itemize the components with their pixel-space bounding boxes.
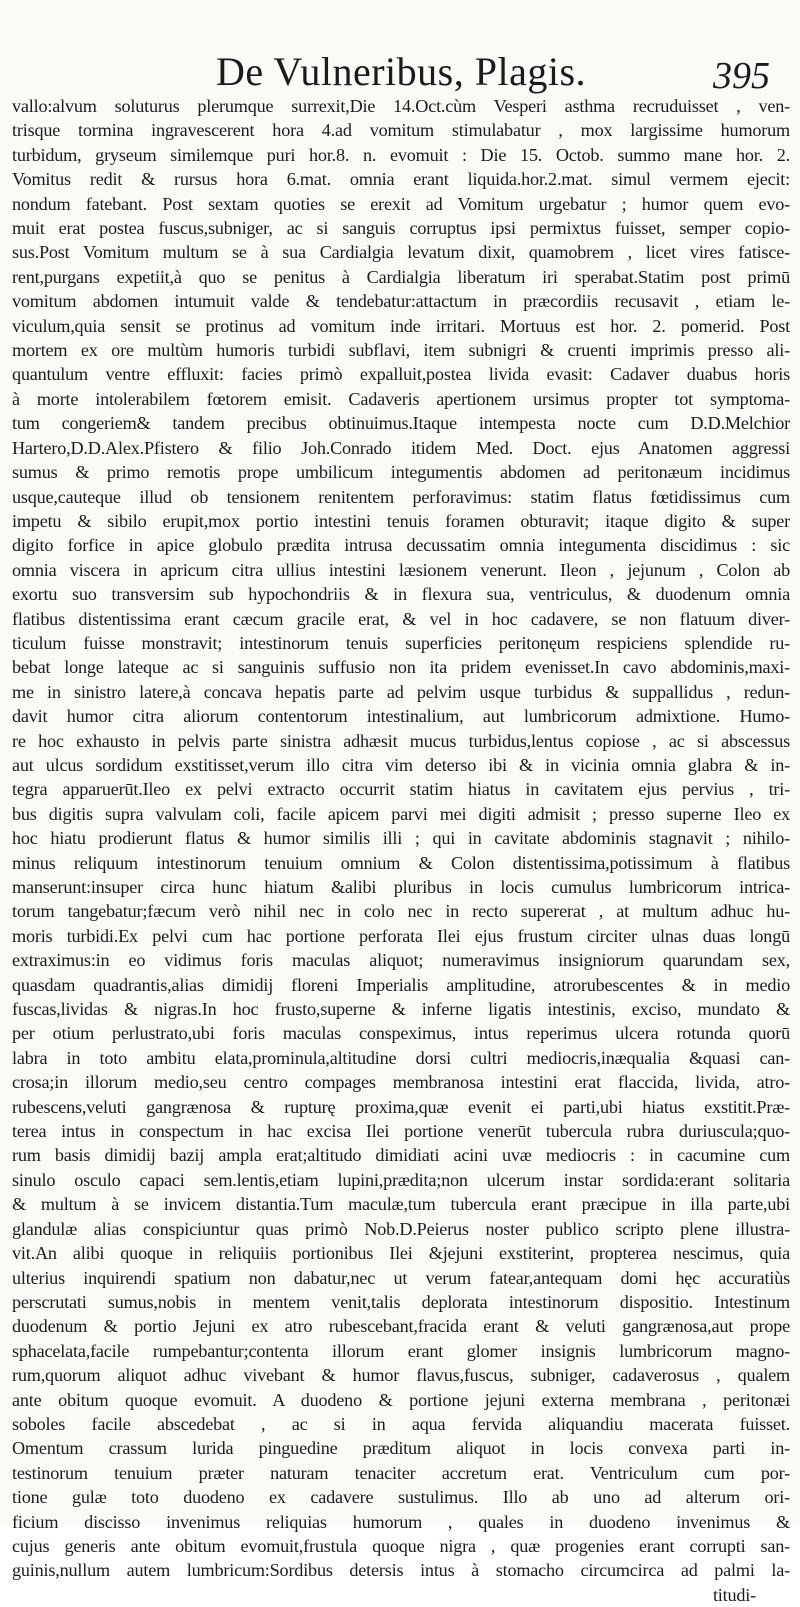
text-line: guinis,nullum autem lumbricum:Sordibus detersis intus à stomacho circumcirca ad palmi la- xyxy=(12,1560,790,1581)
text-line: tegra apparuerūt.Ileo ex pelvi extracto occurrit statim hiatus in cavitatem ejus pervius , tri- xyxy=(12,779,790,800)
text-line: testinorum tenuium præter naturam tenaciter accretum erat. Ventriculum cum por- xyxy=(12,1462,790,1483)
text-line: tione gulæ toto duodeno ex cadavere sustulimus. Illo ab uno ad alterum ori- xyxy=(12,1487,790,1508)
text-line: quasdam quadrantis,alias dimidij floreni Imperialis amplitudine, atrorubescentes & in medio xyxy=(12,974,790,995)
text-line: flatibus distentissima erant cæcum gracile erat, & vel in hoc cadavere, se non flatuum diver- xyxy=(12,608,790,629)
text-line: omnia viscera in apricum citra ullius intestini læsionem venerunt. Ileon , jejunum , Colon ab xyxy=(12,559,790,580)
text-line: nondum fatebant. Post sextam quoties se erexit ad Vomitum urgebatur ; humor quem evo- xyxy=(12,193,790,214)
text-line: glandulæ alias conspiciuntur quas primò Nob.D.Peierus noster publico scripto plene illustra- xyxy=(12,1218,790,1239)
text-line: Vomitus redit & rursus hora 6.mat. omnia erant liquida.hor.2.mat. simul vermem ejecit: xyxy=(12,169,790,190)
text-line: & multum à se invicem distantia.Tum maculæ,tum tubercula erant præcipue in illa parte,ubi xyxy=(12,1194,790,1215)
page-number: 395 xyxy=(713,55,770,97)
text-line: per otium perlustrato,ubi foris maculas conspeximus, intus reperimus ulcera rotunda quorū xyxy=(12,1023,790,1044)
text-line: crosa;in illorum medio,seu centro compages membranosa intestini erat flaccida, livida, atro- xyxy=(12,1072,790,1093)
page-header xyxy=(12,10,790,97)
text-line: mortem ex ore multùm humoris turbidi subflavi, item subnigri & cruenti imprimis presso ali- xyxy=(12,340,790,361)
text-line: bus digitis supra valvulam coli, facile apicem parvi mei digiti admisit ; presso superne Ileo ex xyxy=(12,803,790,824)
text-line: sumus & primo remotis prope umbilicum integumentis abdomen ad peritonæum incidimus xyxy=(12,462,790,483)
text-line: ante obitum quoque evomuit. A duodeno & portione jejuni externa membrana , peritonæi xyxy=(12,1389,790,1410)
text-line: rum basis dimidij bazij ampla erat;altitudo dimidiati acini uvæ mediocris : in cacumine cum xyxy=(12,1145,790,1166)
text-line: torum tangebatur;fæcum verò nihil nec in colo nec in recto supererat , at multum adhuc hu- xyxy=(12,901,790,922)
text-line: davit humor citra aliorum contentorum intestinalium, aut lumbricorum admixtione. Humo- xyxy=(12,706,790,727)
text-line: aut ulcus sordidum exstitisset,verum illo citra vim deterso ibi & in vicinia omnia glabra & in- xyxy=(12,754,790,775)
text-line: me in sinistro latere,à concava hepatis parte ad pelvim usque turbidus & suppallidus , redun- xyxy=(12,681,790,702)
text-line: impetu & sibilo erupit,mox portio intestini tenuis foramen obturavit; itaque digito & super xyxy=(12,510,790,531)
text-line: extraximus:in eo vidimus foris maculas aliquot; numeravimus insigniorum quarundam sex, xyxy=(12,950,790,971)
text-line: sphacelata,facile rumpebantur;contenta illorum erant glomer insignis lumbricorum magno- xyxy=(12,1340,790,1361)
text-line: rent,purgans expetiit,à quo se penitus à Cardialgia liberatum iri sperabat.Statim post primū xyxy=(12,266,790,287)
text-line: terea intus in conspectum in hac excisa Ilei portione venerūt tubercula rubra duriuscula;quo- xyxy=(12,1121,790,1142)
text-line: exortu suo transversim sub hypochondriis & in flexura sua, ventriculus, & duodenum omnia xyxy=(12,584,790,605)
text-line: rubescens,veluti gangrænosa & rupturę proxima,quæ evenit ei parti,ubi hiatus exstitit.Præ- xyxy=(12,1096,790,1117)
text-line: re hoc exhausto in pelvis parte sinistra adhæsit mucus turbidus,lentus copiose , ac si abscessus xyxy=(12,730,790,751)
text-line: titudi- xyxy=(712,1584,756,1605)
text-line: manserunt:insuper circa hunc hiatum &alibi pluribus in locis cumulus lumbricorum intrica- xyxy=(12,877,790,897)
text-line: Omentum crassum lurida pinguedine præditum aliquot in locis convexa parti in- xyxy=(12,1438,790,1459)
text-line: soboles facile abscedebat , ac si in aqua fervida aliquandiu macerata fuisset. xyxy=(12,1413,790,1434)
text-line: fuscas,lividas & nigras.In hoc frusto,superne & inferne ligatis intestinis, exciso, mundato & xyxy=(12,999,790,1020)
text-line: ulterius inquirendi spatium non dabatur,nec ut verum fatear,antequam domi hęc accuratiùs xyxy=(12,1267,790,1288)
text-line: à morte intolerabilem fœtorem emisit. Cadaveris apertionem ursimus propter tot symptoma- xyxy=(12,388,790,409)
text-line: viculum,quia sensit se protinus ad vomitum inde irritari. Mortuus est hor. 2. pomerid. Post xyxy=(12,315,790,336)
text-line: sus.Post Vomitum multum se à sua Cardialgia levatum dixit, quamobrem , licet vires fatisce- xyxy=(12,242,790,263)
text-line: sinulo osculo capaci sem.lentis,etiam lupini,prædita;non ulcerum instar sordida:erant solitaria xyxy=(12,1169,790,1190)
text-line: vallo:alvum soluturus plerumque surrexit,Die 14.Oct.cùm Vesperi asthma recruduisset , ven- xyxy=(12,96,790,116)
text-line: turbidum, gryseum similemque puri hor.8. n. evomuit : Die 15. Octob. summo mane hor. 2. xyxy=(12,144,790,165)
text-line: duodenum & portio Jejuni ex atro rubescebant,fracida erant & veluti gangrænosa,aut prope xyxy=(12,1316,790,1337)
text-line: bebat longe lateque ac si sanguinis suffusio non ita pridem evenisset.In cavo abdominis,maxi- xyxy=(12,657,790,678)
text-line: vit.An alibi quoque in reliquiis portionibus Ilei &jejuni exstiterint, propterea nescimus, quia xyxy=(12,1243,790,1264)
text-line: rum,quorum aliquot adhuc vivebant & humor flavus,fuscus, subniger, cadaverosus , qualem xyxy=(12,1365,790,1386)
text-line: minus reliquum intestinorum tenuium omnium & Colon distentissima,potissimum à flatibus xyxy=(12,852,790,873)
text-line: hoc hiatu prodierunt flatus & humor similis illi ; qui in cavitate abdominis stagnavit ; nihilo- xyxy=(12,828,790,849)
text-line: muit erat postea fuscus,subniger, ac si sanguis corruptus ipsi permixtus fuisset, semper copio- xyxy=(12,218,790,239)
running-head: De Vulneribus, Plagis. xyxy=(215,49,587,94)
text-line: digito forfice in apice globulo prædita intrusa decussatim omnia integumenta discidimus : sic xyxy=(12,535,790,556)
text-line: ficium discisso invenimus reliquias humorum , quales in duodeno invenimus & xyxy=(12,1511,790,1532)
text-line: usque,cauteque illud ob tensionem renitentem perforavimus: statim flatus fœtidissimus cum xyxy=(12,486,790,507)
text-line: trisque tormina ingravescerent hora 4.ad vomitum stimulabatur , mox largissime humorum xyxy=(12,120,790,141)
text-line: moris turbidi.Ex pelvi cum hac portione perforata Ilei ejus frustum circiter ulnas duas longū xyxy=(12,925,790,946)
text-line: tum congeriem& tandem precibus obtinuimus.Itaque intempesta nocte cum D.D.Melchior xyxy=(12,413,790,434)
text-line: perscrutati sumus,nobis in mentem venit,talis deplorata intestinorum dispositio. Intestinum xyxy=(12,1291,790,1312)
text-line: quantulum ventre effluxit: facies primò expalluit,postea livida evasit: Cadaver duabus horis xyxy=(12,364,790,385)
body-text xyxy=(12,94,790,1607)
text-line: Hartero,D.D.Alex.Pfistero & filio Joh.Conrado itidem Med. Doct. ejus Anatomen aggressi xyxy=(12,437,790,458)
text-line: labra in toto ambitu elata,prominula,altitudine dorsi cultri mediocris,inæqualia &quasi can- xyxy=(12,1047,790,1068)
text-line: ticulum fuisse monstravit; intestinorum tenuis superficies peritonęum respiciens splendide ru- xyxy=(12,632,790,653)
text-line: vomitum abdomen intumuit valde & tendebatur:attactum in præcordiis recusavit , etiam le- xyxy=(12,291,790,312)
text-line: cujus generis ante obitum evomuit,frustula quoque nigra , quæ progenies erant corrupti san- xyxy=(12,1535,790,1556)
